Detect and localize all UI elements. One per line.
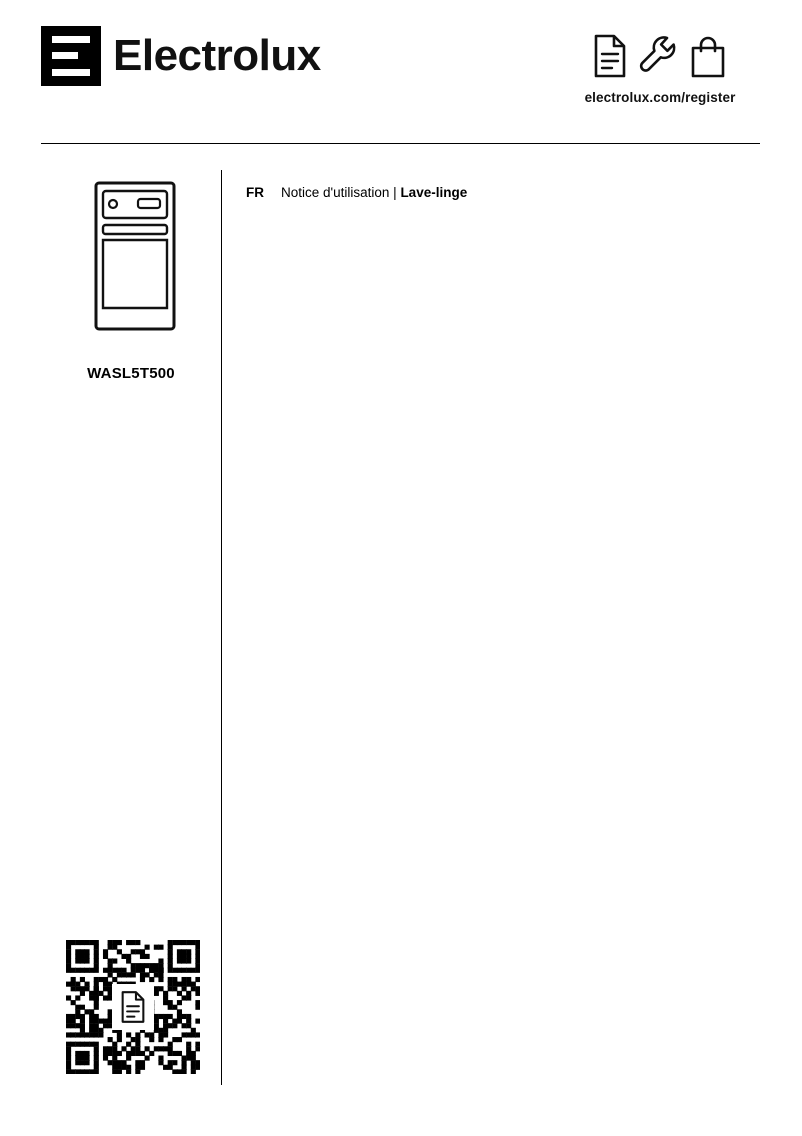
register-block — [560, 34, 760, 105]
document-type: Notice d'utilisation — [281, 185, 390, 200]
wrench-icon — [637, 33, 679, 84]
register-url[interactable]: electrolux.com/register — [584, 90, 736, 105]
register-icons — [560, 34, 760, 84]
column-divider — [221, 170, 222, 1085]
qr-code-icon[interactable] — [66, 940, 200, 1074]
document-language: FR — [246, 185, 264, 200]
document-product-name: Lave-linge — [400, 185, 468, 200]
document-separator: | — [393, 185, 397, 200]
brand-logo — [41, 26, 321, 86]
electrolux-logo-icon — [41, 26, 101, 86]
brand-name: Electrolux — [113, 31, 321, 80]
product-model: WASL5T500 — [87, 365, 175, 382]
shopping-bag-icon — [688, 33, 728, 84]
header-divider — [41, 143, 760, 144]
page-header — [41, 26, 760, 122]
document-title-line — [246, 183, 760, 203]
top-load-washing-machine-icon — [93, 180, 177, 337]
document-info-column — [246, 183, 760, 203]
qr-center-document-icon — [116, 988, 150, 1026]
product-column — [41, 170, 221, 1085]
document-icon — [592, 33, 628, 84]
